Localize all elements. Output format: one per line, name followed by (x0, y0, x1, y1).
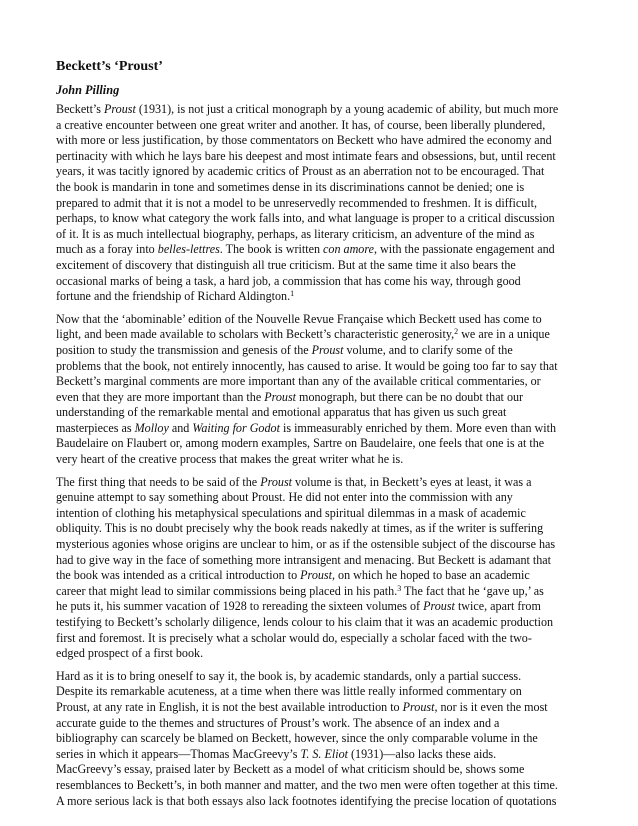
italic-text: Molloy (134, 420, 169, 435)
text-run: monograph, but there can be no doubt that our (296, 389, 524, 404)
text-run: volume is that, in Beckett’s eyes at least, it was a (292, 474, 532, 489)
text-line (56, 599, 584, 615)
text-run: pertinacity with which he lays bare his deepest and most intimate fears and obsessions, but, until recent (56, 148, 556, 163)
footnote-ref: 2 (454, 327, 459, 337)
text-line (56, 327, 584, 343)
text-run: with more or less justification, by those commentators on Beckett who have admired the economy and (56, 133, 552, 148)
text-run: , on which he hoped to base an academic (331, 568, 530, 583)
text-line (56, 359, 584, 375)
article-title: Beckett’s ‘Proust’ (56, 59, 163, 74)
italic-text: Proust (300, 568, 332, 583)
footnote-ref: 1 (290, 289, 295, 299)
italic-text: belles-lettres (157, 242, 220, 257)
text-line (56, 794, 584, 810)
text-run: volume, and to clarify some of the (343, 342, 513, 357)
text-run: fortune and the friendship of Richard Aldington. (56, 289, 291, 304)
text-run: (1931)—also lacks these aids. (347, 746, 497, 761)
text-line (56, 405, 584, 421)
text-line (56, 584, 584, 600)
text-run: much as a foray into (56, 242, 158, 257)
text-line (56, 343, 584, 359)
text-run: genuine attempt to say something about Proust. He did not enter into the commission with any (56, 490, 513, 505)
text-run: edged prospect of a first book. (56, 646, 204, 661)
text-run: and (168, 420, 193, 435)
text-run: masterpieces as (56, 420, 135, 435)
text-line (56, 475, 584, 491)
text-line (56, 211, 584, 227)
italic-text: Proust (311, 342, 344, 357)
text-run: The fact that he ‘gave up,’ as (401, 583, 544, 598)
text-line (56, 506, 584, 522)
text-run: resemblances to Beckett’s, in both manner and matter, and the two men were often together at this time. (56, 777, 558, 792)
text-line (56, 669, 584, 685)
text-line (56, 149, 584, 165)
text-line (56, 716, 584, 732)
text-line (56, 180, 584, 196)
text-line (56, 778, 584, 794)
text-line (56, 731, 584, 747)
text-run: years, it was tacitly ignored by academic critics of Proust as an aberration not to be encouraged. That (56, 164, 545, 179)
article-body (56, 102, 584, 809)
text-line (56, 102, 584, 118)
document-page (56, 58, 584, 816)
text-line (56, 242, 584, 258)
text-line (56, 537, 584, 553)
text-run: even that they are more important than the (56, 389, 265, 404)
text-run: of it. It is as much intellectual biography, perhaps, as literary criticism, an adventure of the mind as (56, 226, 535, 241)
italic-text: con amore (323, 242, 374, 257)
text-line (56, 227, 584, 243)
text-line (56, 747, 584, 763)
text-run: mysterious agonies whose origins are unclear to him, or as if the ostensible subject of the discourse has (56, 537, 556, 552)
italic-text: Waiting for Godot (192, 420, 280, 435)
text-run: a creative encounter between one great writer and another. It has, of course, been liberally plundered, (56, 117, 546, 132)
text-run: testifying to Beckett’s scholarly diligence, lends colour to his claim that it was an academic production (56, 615, 554, 629)
text-line (56, 631, 584, 647)
text-line (56, 164, 584, 180)
text-line (56, 274, 584, 290)
italic-text: Proust (423, 599, 455, 614)
text-run: Baudelaire on Flaubert or, among modern examples, Sartre on Baudelaire, one feels that one is at the (56, 436, 545, 451)
text-line (56, 196, 584, 212)
text-line (56, 133, 584, 149)
text-line (56, 312, 584, 328)
text-run: he puts it, his summer vacation of 1928 to rereading the sixteen volumes of (56, 599, 424, 614)
text-line (56, 646, 584, 662)
text-line (56, 436, 584, 452)
text-run: obliquity. This is no doubt precisely why the book reads nakedly at times, as if the writer is suffering (56, 521, 544, 536)
text-run: twice, apart from (454, 599, 541, 614)
text-run: first and foremost. It is precisely what a scholar would do, especially a scholar faced with the two- (56, 630, 532, 645)
text-line (56, 289, 584, 305)
paragraph (56, 475, 584, 662)
text-run: intention of clothing his metaphysical speculations and spiritual dilemmas in a mask of academic (56, 505, 526, 520)
text-run: position to study the transmission and genesis of the (56, 342, 312, 357)
text-run: the book is mandarin in tone and sometimes dense in its discriminations cannot be denied; one is (56, 179, 525, 194)
text-run: (1931), is not just a critical monograph by a young academic of ability, but much more (135, 102, 559, 116)
text-line (56, 521, 584, 537)
italic-text: Proust (260, 474, 293, 489)
text-run: bibliography can scarcely be blamed on Beckett, however, since the only comparable volume in the (56, 731, 538, 746)
text-run: Hard as it is to bring oneself to say it, the book is, by academic standards, only a partial success. (56, 668, 522, 683)
text-run: Beckett’s (56, 102, 105, 116)
text-run: is immeasurably enriched by them. More even than with (279, 420, 557, 435)
text-run: understanding of the remarkable mental and emotional apparatus that has given us such great (56, 405, 507, 420)
text-line (56, 615, 584, 631)
text-line (56, 490, 584, 506)
text-run: Now that the ‘abominable’ edition of the Nouvelle Revue Française which Beckett used has come to (56, 311, 542, 326)
text-run: we are in a unique (458, 327, 550, 342)
text-line (56, 568, 584, 584)
text-run: Proust, at any rate in English, it is not the best available introduction to (56, 699, 403, 714)
text-run: MacGreevy’s essay, praised later by Beckett as a model of what criticism should be, shows some (56, 762, 525, 777)
text-run: light, and been made available to scholars with Beckett’s characteristic generosity, (56, 327, 455, 342)
text-line (56, 762, 584, 778)
text-line (56, 258, 584, 274)
text-run: very heart of the creative process that makes the great writer what he is. (56, 452, 404, 467)
text-line (56, 700, 584, 716)
text-line (56, 553, 584, 569)
text-run: . The book is written (219, 242, 324, 257)
text-run: problems that the book, not entirely innocently, has caused to arise. It would be going too far to say that (56, 358, 558, 373)
italic-text: Proust (402, 699, 435, 714)
text-run: , with the passionate engagement and (373, 242, 555, 257)
text-run: Despite its remarkable acuteness, at a time when there was little really informed commentary on (56, 684, 522, 699)
text-run: occasional marks of being a task, a hard job, a commission that has come his way, through good (56, 273, 521, 288)
text-run: , nor is it even the most (434, 699, 548, 714)
text-line (56, 452, 584, 468)
text-run: The first thing that needs to be said of the (56, 474, 261, 489)
text-line (56, 118, 584, 134)
text-run: prepared to admit that it is not a model to be unreservedly recommended to freshmen. It is difficult, (56, 195, 538, 210)
text-line (56, 390, 584, 406)
paragraph (56, 312, 584, 468)
text-run: A more serious lack is that both essays also lack footnotes identifying the precise location of quotations (56, 793, 557, 808)
text-line (56, 684, 584, 700)
text-run: the book was intended as a critical introduction to (56, 568, 301, 583)
article-author: John Pilling (56, 83, 120, 97)
italic-text: T. S. Eliot (300, 746, 348, 761)
text-line (56, 421, 584, 437)
text-run: accurate guide to the themes and structures of Proust’s work. The absence of an index and a (56, 715, 500, 730)
text-run: career that might lead to similar commissions being placed in his path. (56, 583, 398, 598)
italic-text: Proust (104, 102, 136, 116)
paragraph (56, 102, 584, 305)
italic-text: Proust (264, 389, 297, 404)
paragraph (56, 669, 584, 809)
text-run: perhaps, to know what category the work falls into, and what language is proper to a critical discussion (56, 211, 555, 226)
footnote-ref: 3 (397, 583, 402, 593)
text-line (56, 374, 584, 390)
text-run: series in which it appears—Thomas MacGreevy’s (56, 746, 301, 761)
text-run: Beckett’s marginal comments are more important than any of the available critical commentaries, or (56, 374, 541, 389)
text-run: excitement of discovery that distinguish all true criticism. But at the same time it also bears the (56, 257, 516, 272)
text-run: had to give way in the face of something more intransigent and menacing. But Beckett is adamant that (56, 552, 552, 567)
